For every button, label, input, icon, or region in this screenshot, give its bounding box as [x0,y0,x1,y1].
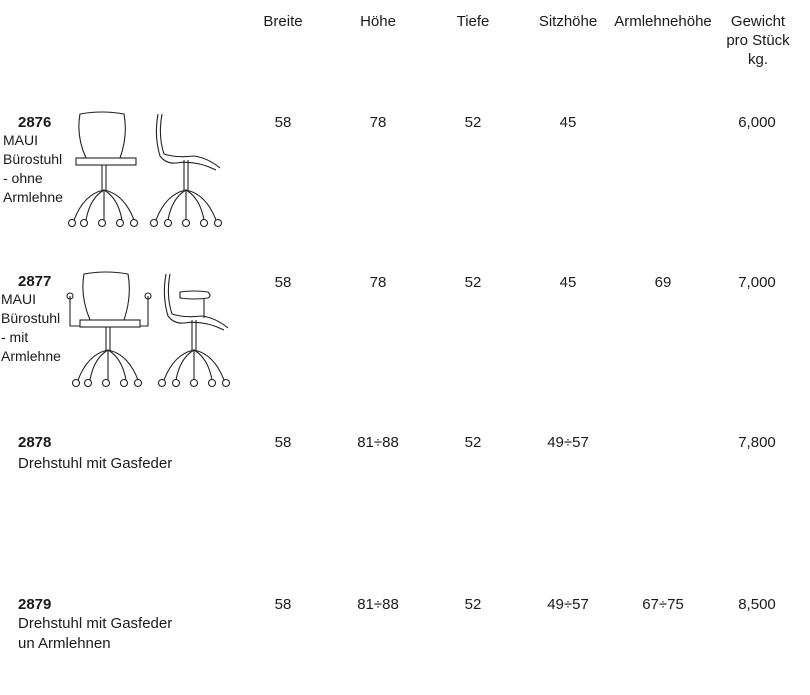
desc-line: Bürostuhl [1,310,61,326]
header-sitzhoehe: Sitzhöhe [538,13,598,30]
value-tiefe: 52 [464,114,482,131]
value-breite: 58 [274,114,292,131]
value-sitzhoehe: 49÷57 [547,434,589,451]
header-gewicht [716,12,800,69]
desc-line: - ohne [3,170,43,186]
chair-front-drawing [64,108,146,228]
chair-side-armrest-drawing [154,268,236,388]
product-code: 2879 [18,596,52,613]
desc-line: Bürostuhl [3,151,63,167]
header-gewicht-line3: kg. [747,51,768,68]
desc-line: Armlehne [3,189,63,205]
header-breite: Breite [263,13,303,30]
value-tiefe: 52 [464,274,482,291]
value-gewicht: 7,800 [738,434,776,451]
value-sitzhoehe: 49÷57 [547,596,589,613]
header-hoehe: Höhe [360,13,396,30]
product-code: 2878 [18,434,52,451]
value-hoehe: 78 [369,274,387,291]
header-gewicht-line1: Gewicht [730,13,786,30]
value-hoehe: 81÷88 [357,596,399,613]
header-armlehnenhoehe: Armlehnehöhe [614,13,712,30]
header-tiefe: Tiefe [456,13,490,30]
product-description [3,131,63,207]
product-description [1,290,61,366]
product-description [18,614,172,654]
desc-line: MAUI [1,291,36,307]
value-sitzhoehe: 45 [559,274,577,291]
chair-side-drawing [146,108,228,228]
desc-line: Drehstuhl mit Gasfeder [18,455,173,472]
value-tiefe: 52 [464,596,482,613]
product-code: 2876 [18,114,52,131]
desc-line: un Armlehnen [18,635,111,652]
value-breite: 58 [274,434,292,451]
desc-line: Armlehne [1,348,61,364]
value-hoehe: 78 [369,114,387,131]
value-gewicht: 8,500 [738,596,776,613]
value-armlehnenhoehe: 69 [654,274,672,291]
value-gewicht: 7,000 [738,274,776,291]
value-armlehnenhoehe: 67÷75 [642,596,684,613]
product-description [18,454,172,474]
value-hoehe: 81÷88 [357,434,399,451]
value-breite: 58 [274,596,292,613]
desc-line: - mit [1,329,29,345]
header-gewicht-line2: pro Stück [726,32,790,49]
product-code: 2877 [18,273,52,290]
value-tiefe: 52 [464,434,482,451]
value-breite: 58 [274,274,292,291]
desc-line: MAUI [3,132,38,148]
desc-line: Drehstuhl mit Gasfeder [18,615,173,632]
chair-front-armrest-drawing [62,268,154,388]
value-sitzhoehe: 45 [559,114,577,131]
value-gewicht: 6,000 [738,114,776,131]
